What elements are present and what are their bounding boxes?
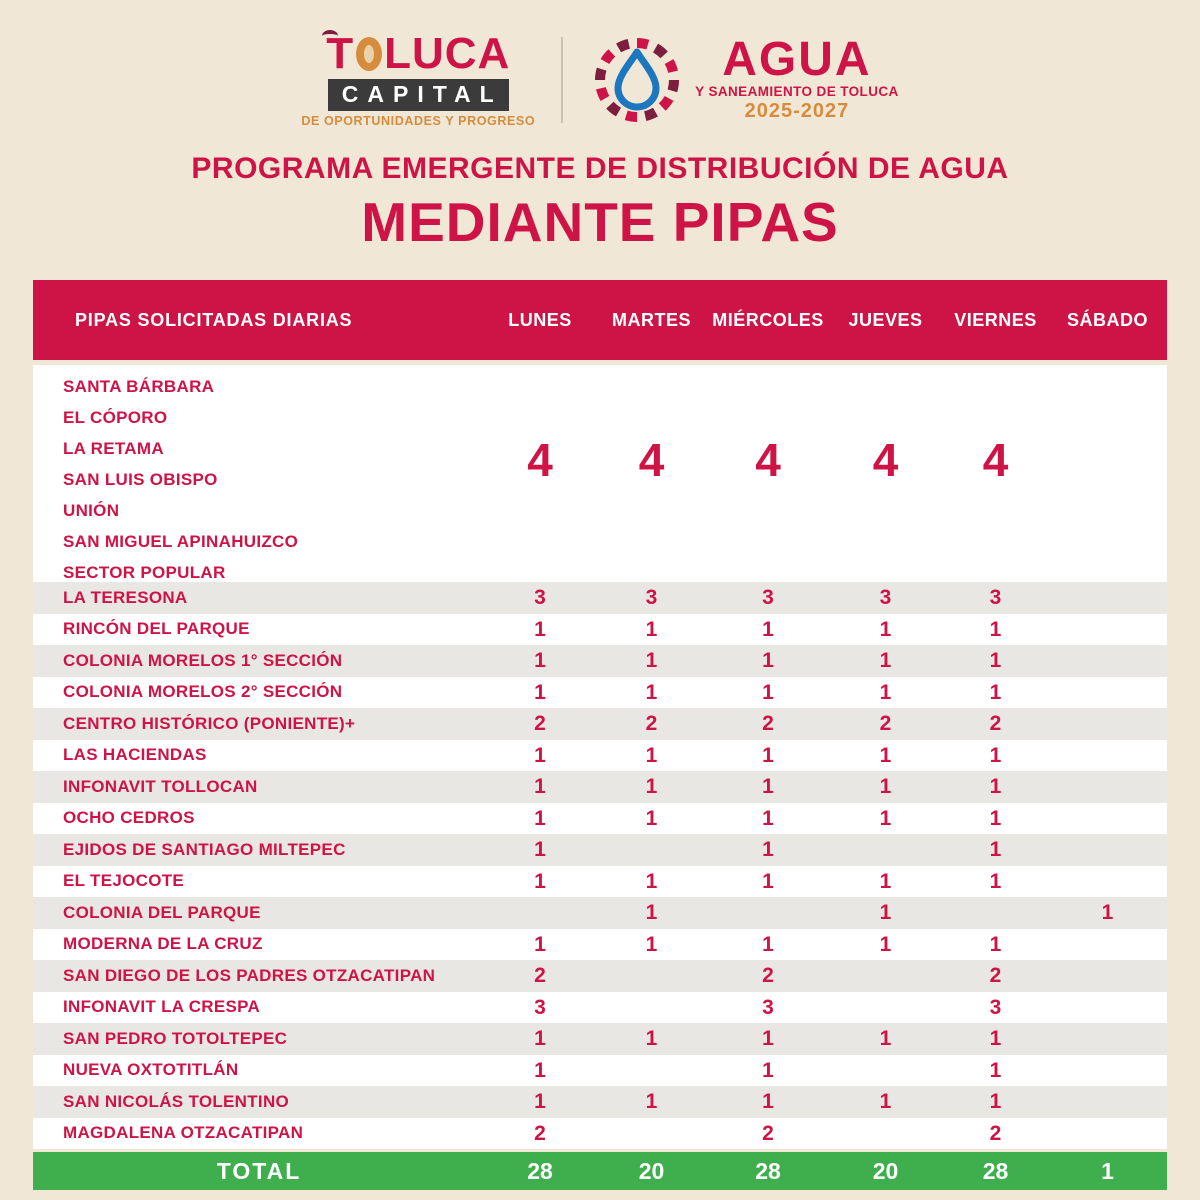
row-label: NUEVA OXTOTITLÁN — [63, 1060, 239, 1080]
toluca-t: T — [326, 29, 355, 79]
total-value-sabado: 1 — [1101, 1157, 1114, 1184]
row-value-viernes: 1 — [989, 680, 1002, 704]
table-row — [33, 614, 1167, 646]
row-value-jueves: 1 — [879, 806, 892, 830]
logo-divider — [561, 37, 563, 123]
row-label: INFONAVIT TOLLOCAN — [63, 776, 258, 796]
row-label: COLONIA MORELOS 2° SECCIÓN — [63, 682, 343, 702]
table-row — [33, 1118, 1167, 1150]
agua-subtitle: Y SANEAMIENTO DE TOLUCA — [695, 84, 899, 100]
program-subtitle: MEDIANTE PIPAS — [361, 191, 839, 253]
row-label: SAN NICOLÁS TOLENTINO — [63, 1091, 290, 1111]
row-value-martes: 1 — [645, 1090, 658, 1114]
table-rows — [33, 582, 1167, 1149]
row-value-miercoles: 2 — [762, 964, 774, 988]
row-value-lunes: 1 — [534, 743, 546, 767]
row-value-miercoles: 1 — [762, 1090, 774, 1114]
table-row — [33, 897, 1167, 929]
group-section — [33, 365, 1167, 582]
row-value-lunes: 1 — [534, 869, 546, 893]
group-row-label: EL CÓPORO — [63, 408, 168, 427]
row-value-miercoles: 1 — [762, 649, 774, 673]
row-value-martes: 1 — [645, 932, 658, 956]
agua-text-block — [695, 32, 899, 124]
row-value-jueves: 2 — [879, 712, 892, 736]
table-row — [33, 929, 1167, 961]
total-value-lunes: 28 — [527, 1157, 553, 1184]
row-value-martes: 1 — [645, 775, 658, 799]
row-label: SAN PEDRO TOTOLTEPEC — [63, 1028, 288, 1048]
row-value-martes: 1 — [645, 1027, 658, 1051]
row-value-miercoles: 2 — [762, 712, 774, 736]
row-value-miercoles: 1 — [762, 869, 774, 893]
row-value-jueves: 3 — [879, 586, 892, 610]
row-value-viernes: 1 — [989, 1090, 1002, 1114]
row-value-viernes: 2 — [989, 964, 1002, 988]
table-row — [33, 834, 1167, 866]
row-value-viernes: 1 — [989, 869, 1002, 893]
group-labels — [33, 365, 485, 582]
water-drop-icon — [589, 32, 685, 128]
row-value-lunes: 1 — [534, 680, 546, 704]
row-value-miercoles: 1 — [762, 680, 774, 704]
row-value-miercoles: 1 — [762, 838, 774, 862]
row-value-miercoles: 1 — [762, 743, 774, 767]
day-header-miercoles: MIÉRCOLES — [712, 309, 824, 330]
row-label: SAN DIEGO DE LOS PADRES OTZACATIPAN — [63, 965, 436, 985]
row-value-jueves: 1 — [879, 617, 892, 641]
row-label: INFONAVIT LA CRESPA — [63, 997, 261, 1017]
table-row — [33, 1086, 1167, 1118]
program-title: PROGRAMA EMERGENTE DE DISTRIBUCIÓN DE AGUA — [191, 152, 1009, 185]
total-row — [33, 1152, 1167, 1190]
agua-years: 2025-2027 — [744, 100, 850, 123]
row-value-lunes: 3 — [534, 586, 546, 610]
group-value-viernes: 4 — [982, 433, 1009, 486]
group-value-miercoles: 4 — [755, 433, 781, 486]
row-value-viernes: 3 — [989, 995, 1002, 1019]
row-label: MODERNA DE LA CRUZ — [63, 934, 263, 954]
row-value-lunes: 2 — [534, 964, 546, 988]
row-value-viernes: 3 — [989, 586, 1002, 610]
row-value-martes: 2 — [645, 712, 658, 736]
toluca-logo — [301, 29, 536, 128]
agua-wordmark: AGUA — [722, 32, 872, 86]
table-row — [33, 740, 1167, 772]
schedule-table — [33, 280, 1167, 1190]
row-value-viernes: 1 — [989, 806, 1002, 830]
table-row — [33, 866, 1167, 898]
row-label: COLONIA DEL PARQUE — [63, 902, 261, 922]
row-value-miercoles: 3 — [762, 995, 774, 1019]
row-value-jueves: 1 — [879, 775, 892, 799]
row-value-jueves: 1 — [879, 649, 892, 673]
group-value-martes: 4 — [638, 433, 665, 486]
row-label: EL TEJOCOTE — [63, 871, 185, 891]
table-row — [33, 1055, 1167, 1087]
row-value-lunes: 1 — [534, 932, 546, 956]
table-row — [33, 803, 1167, 835]
row-value-martes: 3 — [645, 586, 658, 610]
row-label: LAS HACIENDAS — [63, 745, 207, 765]
capital-banner: CAPITAL — [328, 79, 509, 111]
row-value-jueves: 1 — [879, 901, 892, 925]
row-value-viernes: 1 — [989, 649, 1002, 673]
row-value-martes: 1 — [645, 617, 658, 641]
day-header-sabado: SÁBADO — [1066, 309, 1148, 330]
row-value-viernes: 1 — [989, 932, 1002, 956]
row-value-lunes: 1 — [534, 838, 546, 862]
table-row — [33, 771, 1167, 803]
row-value-viernes: 1 — [989, 1027, 1002, 1051]
row-value-lunes: 2 — [534, 1121, 546, 1145]
row-value-miercoles: 1 — [762, 1058, 774, 1082]
row-value-lunes: 1 — [534, 1090, 546, 1114]
row-value-martes: 1 — [645, 680, 658, 704]
row-label: CENTRO HISTÓRICO (PONIENTE)+ — [63, 713, 356, 733]
row-value-viernes: 2 — [989, 712, 1002, 736]
day-header-lunes: LUNES — [508, 309, 572, 330]
table-header-row — [33, 280, 1167, 360]
table-row — [33, 992, 1167, 1024]
day-header-viernes: VIERNES — [954, 309, 1037, 330]
row-value-jueves: 1 — [879, 1090, 892, 1114]
total-label: TOTAL — [216, 1157, 302, 1184]
row-value-martes: 1 — [645, 743, 658, 767]
row-value-lunes: 1 — [534, 806, 546, 830]
row-value-jueves: 1 — [879, 743, 892, 767]
row-value-miercoles: 1 — [762, 806, 774, 830]
row-value-miercoles: 1 — [762, 932, 774, 956]
row-value-lunes: 1 — [534, 775, 546, 799]
row-value-viernes: 1 — [989, 1058, 1002, 1082]
row-label: OCHO CEDROS — [63, 808, 195, 828]
row-value-viernes: 1 — [989, 743, 1002, 767]
logo-row — [0, 26, 1200, 134]
row-label: COLONIA MORELOS 1° SECCIÓN — [63, 650, 343, 670]
day-header-jueves: JUEVES — [848, 309, 923, 330]
row-value-martes: 1 — [645, 901, 658, 925]
row-value-miercoles: 1 — [762, 1027, 774, 1051]
row-value-martes: 1 — [645, 869, 658, 893]
row-value-miercoles: 1 — [762, 617, 774, 641]
row-value-viernes: 2 — [989, 1121, 1002, 1145]
row-label: LA TERESONA — [63, 587, 188, 607]
row-value-viernes: 1 — [989, 775, 1002, 799]
day-header-martes: MARTES — [612, 309, 691, 330]
group-value-jueves: 4 — [872, 433, 899, 486]
row-value-miercoles: 2 — [762, 1121, 774, 1145]
row-value-jueves: 1 — [879, 680, 892, 704]
agua-logo — [589, 32, 898, 128]
row-value-lunes: 1 — [534, 649, 546, 673]
table-header-label: PIPAS SOLICITADAS DIARIAS — [75, 309, 353, 330]
toluca-o-ring-icon — [356, 37, 382, 71]
row-value-miercoles: 1 — [762, 775, 774, 799]
row-value-miercoles: 3 — [762, 586, 774, 610]
row-value-viernes: 1 — [989, 838, 1002, 862]
row-value-jueves: 1 — [879, 932, 892, 956]
group-row-label: SECTOR POPULAR — [63, 563, 226, 582]
total-value-martes: 20 — [638, 1157, 665, 1184]
table-row — [33, 677, 1167, 709]
title-block — [0, 152, 1200, 254]
total-value-jueves: 20 — [872, 1157, 899, 1184]
row-value-jueves: 1 — [879, 869, 892, 893]
row-value-martes: 1 — [645, 649, 658, 673]
row-label: EJIDOS DE SANTIAGO MILTEPEC — [63, 839, 346, 859]
group-row-label: LA RETAMA — [63, 439, 164, 458]
row-value-lunes: 2 — [534, 712, 546, 736]
total-value-viernes: 28 — [982, 1157, 1009, 1184]
row-value-jueves: 1 — [879, 1027, 892, 1051]
row-value-viernes: 1 — [989, 617, 1002, 641]
table-row — [33, 960, 1167, 992]
toluca-tagline: DE OPORTUNIDADES Y PROGRESO — [301, 113, 536, 128]
group-value-lunes: 4 — [527, 433, 553, 486]
toluca-wordmark — [301, 29, 535, 79]
row-value-lunes: 3 — [534, 995, 546, 1019]
row-value-lunes: 1 — [534, 617, 546, 641]
group-row-label: UNIÓN — [63, 501, 120, 520]
table-body — [33, 365, 1167, 1149]
table-row — [33, 645, 1167, 677]
group-row-label: SAN MIGUEL APINAHUIZCO — [63, 532, 299, 551]
row-label: RINCÓN DEL PARQUE — [63, 619, 250, 639]
total-value-miercoles: 28 — [755, 1157, 781, 1184]
table-row — [33, 1023, 1167, 1055]
row-value-lunes: 1 — [534, 1027, 546, 1051]
group-row-label: SANTA BÁRBARA — [63, 377, 215, 396]
toluca-luca: LUCA — [384, 29, 511, 79]
group-row-label: SAN LUIS OBISPO — [63, 470, 218, 489]
row-value-sabado: 1 — [1101, 901, 1114, 925]
row-value-martes: 1 — [645, 806, 658, 830]
row-label: MAGDALENA OTZACATIPAN — [63, 1123, 304, 1143]
table-row — [33, 708, 1167, 740]
row-value-lunes: 1 — [534, 1058, 546, 1082]
